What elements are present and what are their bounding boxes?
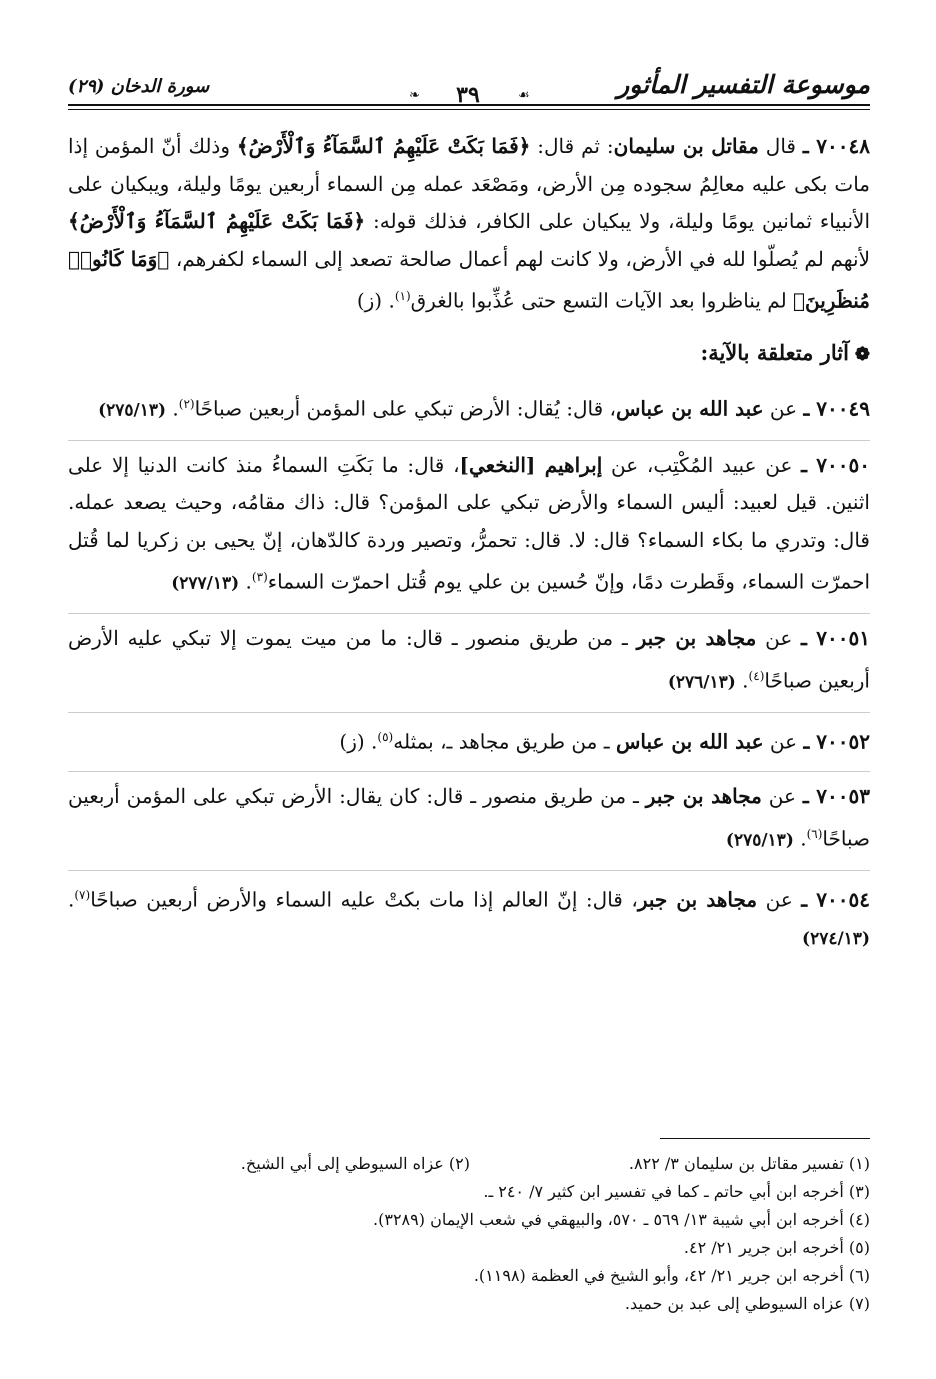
text-segment: : ثم قال: <box>530 134 614 158</box>
text-segment: عن <box>756 626 802 651</box>
footnote-marker: (١) <box>394 289 411 303</box>
narrator-name: عبد الله بن عباس <box>615 396 764 421</box>
footnote-marker: (٦) <box>806 826 823 841</box>
footnote-1: (١) تفسير مقاتل بن سليمان ٣/ ٨٢٢. <box>628 1154 870 1173</box>
footnote-marker: (٣) <box>251 570 268 585</box>
main-text <box>68 128 870 959</box>
footnote-marker: (٧) <box>74 887 91 902</box>
quran-verse: ﴿فَمَا بَكَتْ عَلَيْهِمُ ٱلسَّمَآءُ وَٱلْأَرْضُ﴾ <box>236 134 531 158</box>
quran-verse: ﴿وَمَا كَانُوا۟ مُنظَرِينَ﴾ <box>68 246 870 313</box>
footnote-3: (٣) أخرجه ابن أبي حاتم ـ كما في تفسير ابن كثير ٧/ ٢٤٠ ـ. <box>483 1182 870 1201</box>
text-segment: عن <box>763 396 804 421</box>
athar-entry <box>68 386 870 430</box>
text-segment: . (ز) <box>339 729 378 754</box>
narrator-name: مجاهد بن جبر <box>636 626 757 651</box>
ornament-icon: ☙ <box>518 88 530 103</box>
ornament-icon: ❧ <box>409 88 420 103</box>
athar-entry <box>68 712 870 761</box>
text-segment: ، قال: ما بَكَتِ السماءُ منذ كانت الدنيا إلا على اثنين. قيل لعبيد: أليس السماء والأرض تبكي على المؤمن؟ قال: ذاك مقامُه، وحيث يصعد عمله. قال: وتدري ما بكاء السماء؟ قال: لا. قال: تحمرُّ، وتصير وردة كالدّهان، إنّ يحيى بن زكريا لما قُتل احمرّت السماء، وقَطرت دمًا، وإنّ حُسين بن علي يوم قُتل احمرّت السماء <box>68 452 870 594</box>
athar-entry <box>68 440 870 604</box>
volume-reference: (٢٧٤/١٣) <box>802 929 870 950</box>
text-segment: عن <box>763 729 804 754</box>
text-segment: . <box>68 887 75 912</box>
footnote-rule <box>660 1138 870 1139</box>
tafsir-paragraph <box>68 128 870 320</box>
book-title: موسوعة التفسير المأثور <box>617 70 870 99</box>
athar-entry <box>68 613 870 702</box>
text-segment: لم يناظروا بعد الآيات التسع حتى عُذِّبوا بالغرق <box>410 288 794 313</box>
text-segment: عن <box>761 784 803 809</box>
header-rule-thin <box>68 109 870 110</box>
text-segment: قال <box>758 134 803 158</box>
text-segment: عن <box>757 887 802 912</box>
text-segment: . (ز) <box>356 288 395 313</box>
text-segment: ـ من طريق مجاهد ـ، بمثله <box>393 729 616 754</box>
entry-number: ٧٠٠٥١ ـ <box>801 626 871 651</box>
narrator-name: مقاتل بن سليمان <box>613 134 759 158</box>
book-page <box>68 62 871 1313</box>
entry-number: ٧٠٠٥٢ ـ <box>803 729 870 754</box>
text-segment: . <box>735 668 749 693</box>
text-segment: . <box>166 396 179 421</box>
text-segment: ـ من طريق منصور ـ قال: كان يقال: الأرض تبكي على المؤمن أربعين صباحًا <box>68 784 870 851</box>
footnote-4: (٤) أخرجه ابن أبي شيبة ١٣/ ٥٦٩ ـ ٥٧٠، والبيهقي في شعب الإيمان (٣٢٨٩). <box>373 1210 870 1229</box>
narrator-name: عبد الله بن عباس <box>615 729 764 754</box>
athar-entry <box>68 771 870 860</box>
volume-reference: (٢٧٥/١٣) <box>98 400 167 421</box>
footnotes <box>68 1150 870 1318</box>
footnote-6: (٦) أخرجه ابن جرير ٢١/ ٤٢، وأبو الشيخ في العظمة (١١٩٨). <box>473 1266 870 1285</box>
narrator-name: مجاهد بن جبر <box>645 784 762 809</box>
text-segment: . <box>239 569 252 594</box>
text-segment: لأنهم لم يُصلّوا لله في الأرض، ولا كانت لهم أعمال صالحة تصعد إلى السماء لكفرهم، <box>169 246 870 271</box>
narrator-name: مجاهد بن جبر <box>637 887 758 912</box>
footnote-2: (٢) عزاه السيوطي إلى أبي الشيخ. <box>240 1154 470 1173</box>
athar-entry <box>68 870 870 959</box>
footnote-marker: (٥) <box>377 730 394 745</box>
athar-list <box>68 386 870 959</box>
section-heading-text: آثار متعلقة بالآية: <box>700 340 849 366</box>
quran-verse: ﴿فَمَا بَكَتْ عَلَيْهِمُ ٱلسَّمَآءُ وَٱلْأَرْضُ﴾ <box>68 209 366 233</box>
footnote-7: (٧) عزاه السيوطي إلى عبد بن حميد. <box>624 1294 870 1313</box>
page-header <box>68 62 870 114</box>
header-rule <box>68 104 870 106</box>
footnote-5: (٥) أخرجه ابن جرير ٢١/ ٤٢. <box>683 1238 870 1257</box>
narrator-name: إبراهيم [النخعي] <box>459 452 603 477</box>
footnote-marker: (٤) <box>748 668 765 683</box>
volume-reference: (٢٧٧/١٣) <box>171 573 240 594</box>
page-number: ٣٩ <box>456 82 480 108</box>
tafsir-paragraphs <box>68 128 870 320</box>
footnote-row <box>68 1150 870 1178</box>
volume-reference: (٢٧٥/١٣) <box>725 830 794 851</box>
surah-title: سورة الدخان (٢٩) <box>68 76 210 97</box>
volume-reference: (٢٧٦/١٣) <box>667 672 736 693</box>
flower-icon: ❁ <box>854 344 870 366</box>
text-segment: ، قال: إنّ العالم إذا مات بكتْ عليه السماء والأرض أربعين صباحًا <box>90 887 638 912</box>
entry-number: ٧٠٠٥٣ ـ <box>802 784 870 809</box>
entry-number: ٧٠٠٥٤ ـ <box>801 887 871 912</box>
entry-number: ٧٠٠٥٠ ـ <box>801 452 870 477</box>
footnote-marker: (٢) <box>178 396 195 411</box>
text-segment: وذلك أنّ المؤمن إذا مات بكى عليه معالِمُ سجوده مِن الأرض، ومَصْعَد عمله مِن السماء أربعين يومًا وليلة، ويبكيان على الأنبياء ثمانين يومًا وليلة، ولا يبكيان على الكافر، فذلك قوله: <box>68 134 870 233</box>
text-segment: ، قال: يُقال: الأرض تبكي على المؤمن أربعين صباحًا <box>194 396 616 421</box>
text-segment: عن عبيد المُكْتِب، عن <box>602 452 802 477</box>
entry-number: ٧٠٠٤٩ ـ <box>803 396 870 421</box>
section-heading <box>68 334 870 374</box>
entry-number: ٧٠٠٤٨ ـ <box>802 134 870 158</box>
text-segment: . <box>793 826 807 851</box>
text-segment: ـ من طريق منصور ـ قال: ما من ميت يموت إلا تبكي عليه الأرض أربعين صباحًا <box>68 626 870 693</box>
